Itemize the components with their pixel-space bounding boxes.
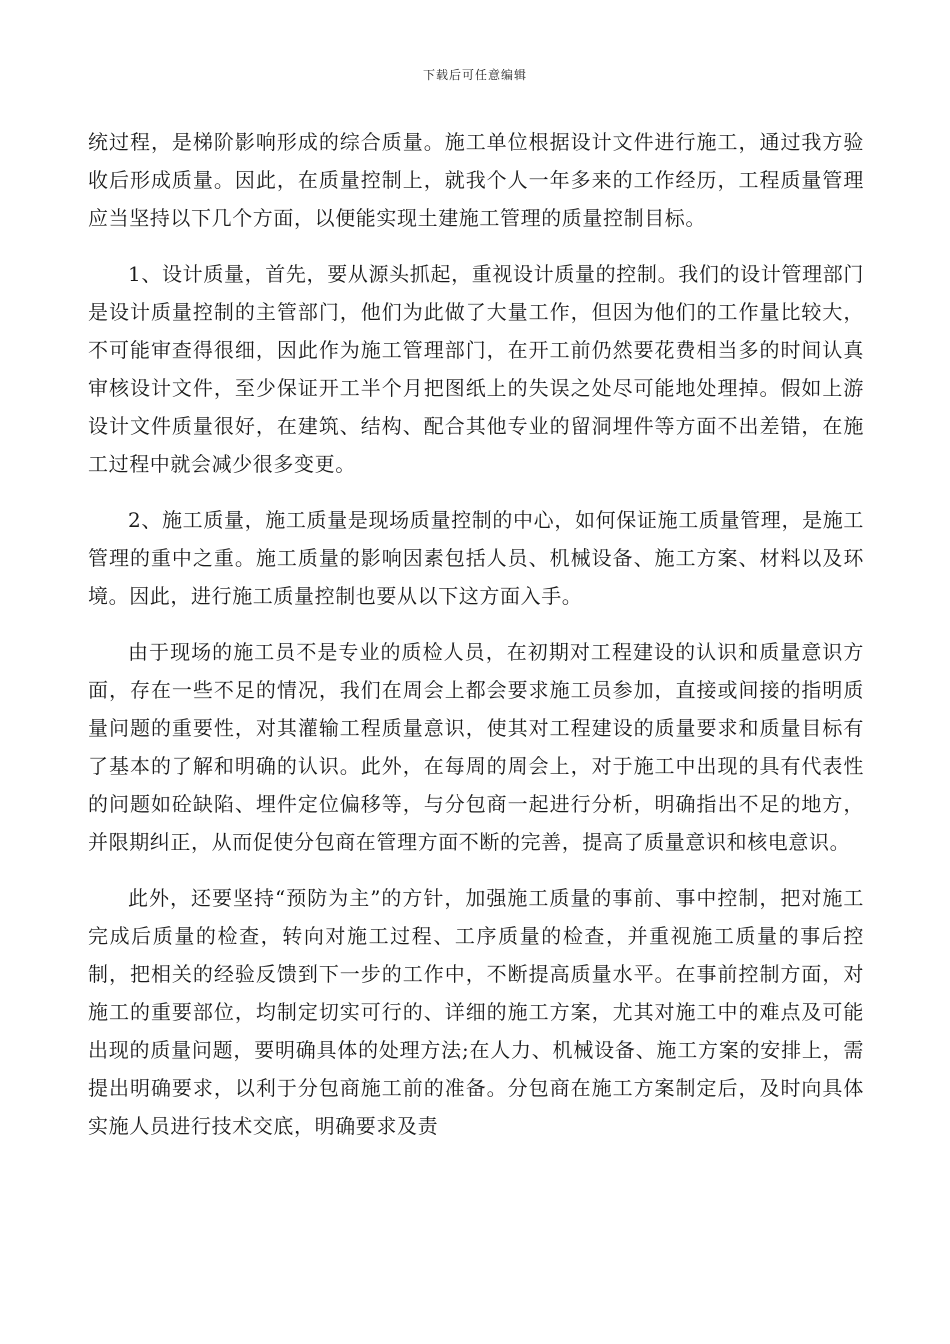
paragraph-quality-awareness: 由于现场的施工员不是专业的质检人员，在初期对工程建设的认识和质量意识方面，存在一些不足的情况，我们在周会上都会要求施工员参加，直接或间接的指明质量问题的重要性，对其灌输工程质量意识，使其对工程建设的质量要求和质量目标有了基本的了解和明确的认识。此外，在每周的周会上，对于施工中出现的具有代表性的问题如砼缺陷、埋件定位偏移等，与分包商一起进行分析，明确指出不足的地方，并限期纠正，从而促使分包商在管理方面不断的完善，提高了质量意识和核电意识。 xyxy=(88,640,864,854)
paragraph-design-quality: 1、设计质量，首先，要从源头抓起，重视设计质量的控制。我们的设计管理部门是设计质量控制的主管部门，他们为此做了大量工作，但因为他们的工作量比较大，不可能审查得很细，因此作为施工管理部门，在开工前仍然要花费相当多的时间认真审核设计文件，至少保证开工半个月把图纸上的失误之处尽可能地处理掉。假如上游设计文件质量很好，在建筑、结构、配合其他专业的留洞埋件等方面不出差错，在施工过程中就会减少很多变更。 xyxy=(88,262,864,476)
paragraph-construction-quality: 2、施工质量，施工质量是现场质量控制的中心，如何保证施工质量管理，是施工管理的重中之重。施工质量的影响因素包括人员、机械设备、施工方案、材料以及环境。因此，进行施工质量控制也要从以下这方面入手。 xyxy=(88,508,864,608)
paragraph-continuation: 统过程，是梯阶影响形成的综合质量。施工单位根据设计文件进行施工，通过我方验收后形成质量。因此，在质量控制上，就我个人一年多来的工作经历，工程质量管理应当坚持以下几个方面，以便能实现土建施工管理的质量控制目标。 xyxy=(88,130,864,230)
paragraph-prevention: 此外，还要坚持“预防为主”的方针，加强施工质量的事前、事中控制，把对施工完成后质量的检查，转向对施工过程、工序质量的检查，并重视施工质量的事后控制，把相关的经验反馈到下一步的工作中，不断提高质量水平。在事前控制方面，对施工的重要部位，均制定切实可行的、详细的施工方案，尤其对施工中的难点及可能出现的质量问题，要明确具体的处理方法;在人力、机械设备、施工方案的安排上，需提出明确要求，以利于分包商施工前的准备。分包商在施工方案制定后，及时向具体实施人员进行技术交底，明确要求及责 xyxy=(88,886,864,1138)
document-body xyxy=(88,123,864,1145)
page-header: 下载后可任意编辑 xyxy=(422,68,527,82)
